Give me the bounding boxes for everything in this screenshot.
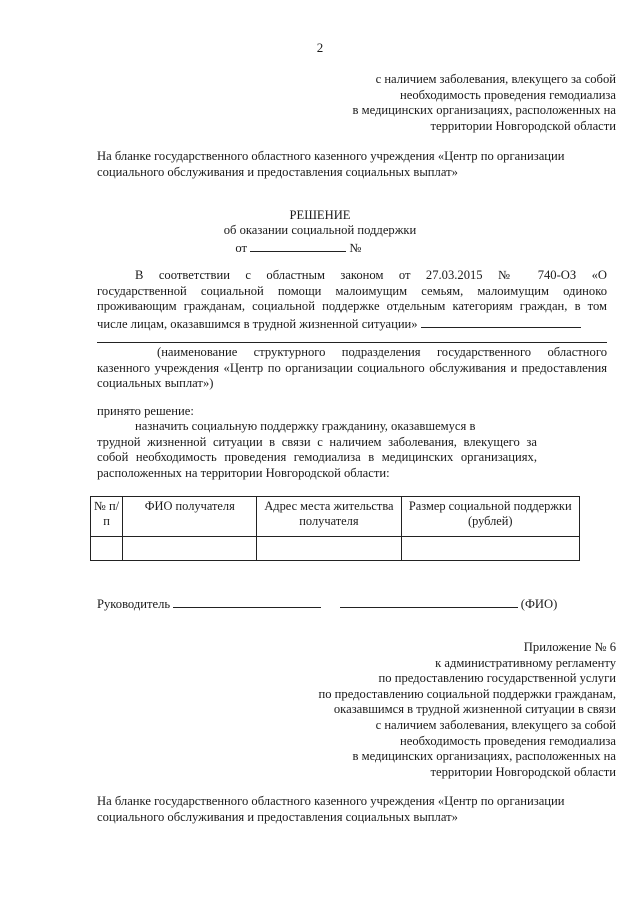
appendix-line: по предоставлению социальной поддержки гражданам, (318, 686, 616, 701)
basis-line: числе лицам, оказавшимся в трудной жизненной ситуации» (97, 316, 418, 331)
date-field[interactable] (250, 239, 346, 252)
date-label: от (235, 241, 248, 255)
appendix-line: с наличием заболевания, влекущего за собой (375, 717, 616, 732)
assign-line: назначить социальную поддержку гражданину, оказавшемуся в (135, 419, 476, 433)
decision-date-number (0, 239, 640, 257)
appendix-line: в медицинских организациях, расположенных на (352, 749, 616, 764)
signature-label: Руководитель (97, 597, 171, 611)
reference-line: с наличием заболевания, влекущего за собой (375, 72, 616, 86)
unit-caption-line: казенного учреждения «Центр по организации социального обслуживания и предоставления (97, 360, 607, 375)
appendix-line: к административному регламенту (435, 655, 616, 670)
unit-caption (97, 345, 607, 392)
appendix-line: необходимость проведения гемодиализа (400, 733, 616, 748)
decision-subtitle: об оказании социальной поддержки (223, 223, 417, 237)
unit-caption-line: социальных выплат») (97, 376, 214, 391)
assign-paragraph (97, 419, 537, 481)
signature-block (97, 595, 557, 613)
decision-title: РЕШЕНИЕ (289, 208, 351, 222)
basis-paragraph (97, 268, 607, 332)
assign-line: собой необходимость проведения гемодиализа в медицинских организациях, (97, 450, 537, 465)
basis-line: проживающим гражданам, социальной поддержке отдельным категориям граждан, в том (97, 299, 607, 314)
regulation-reference-top (353, 72, 616, 134)
number-label: № (349, 241, 362, 255)
appendix-line: территории Новгородской области (430, 764, 616, 779)
unit-name-line[interactable] (97, 342, 607, 343)
header-cell-amount: Размер социальной поддержки (рублей) (401, 497, 579, 537)
assign-line: трудной жизненной ситуации в связи с наличием заболевания, влекущего за (97, 434, 537, 449)
letterhead-note (97, 149, 617, 180)
table-row (91, 537, 580, 561)
table-header-row (91, 497, 580, 537)
appendix-line: Приложение № 6 (523, 640, 616, 654)
basis-line-last (97, 315, 607, 333)
header-cell-address: Адрес места жительства получателя (257, 497, 401, 537)
decision-made: принято решение: (97, 404, 194, 418)
reference-line: территории Новгородской области (430, 118, 616, 133)
header-cell-number: № п/п (91, 497, 123, 537)
page-number: 2 (316, 40, 324, 55)
table-cell[interactable] (257, 537, 401, 561)
table-cell[interactable] (123, 537, 257, 561)
appendix-line: по предоставлению государственной услуги (378, 671, 616, 686)
recipients-table (90, 496, 580, 561)
table-cell[interactable] (401, 537, 579, 561)
letterhead-line: На бланке государственного областного казенного учреждения «Центр по организации (97, 149, 565, 163)
basis-line: В соответствии с областным законом от 27.03.2015 № 740-ОЗ «О (135, 268, 607, 282)
letterhead-line: На бланке государственного областного казенного учреждения «Центр по организации (97, 794, 565, 808)
unit-name-field[interactable] (421, 315, 581, 328)
letterhead-line: социального обслуживания и предоставления социальных выплат» (97, 164, 458, 179)
basis-line: государственной социальной помощи малоимущим семьям, малоимущим одиноко (97, 283, 607, 298)
signature-name-field[interactable] (340, 595, 518, 608)
letterhead-line: социального обслуживания и предоставления социальных выплат» (97, 809, 458, 824)
reference-line: необходимость проведения гемодиализа (400, 87, 616, 102)
appendix-header (319, 640, 617, 780)
header-cell-fio: ФИО получателя (123, 497, 257, 537)
appendix-line: оказавшимся в трудной жизненной ситуации в связи (333, 702, 616, 717)
unit-caption-line: (наименование структурного подразделения государственного областного (157, 345, 607, 359)
fio-label: (ФИО) (520, 597, 558, 611)
signature-field[interactable] (173, 595, 321, 608)
assign-line: расположенных на территории Новгородской области: (97, 465, 390, 480)
reference-line: в медицинских организациях, расположенных на (352, 103, 616, 118)
letterhead-note-2 (97, 794, 617, 825)
table-cell[interactable] (91, 537, 123, 561)
